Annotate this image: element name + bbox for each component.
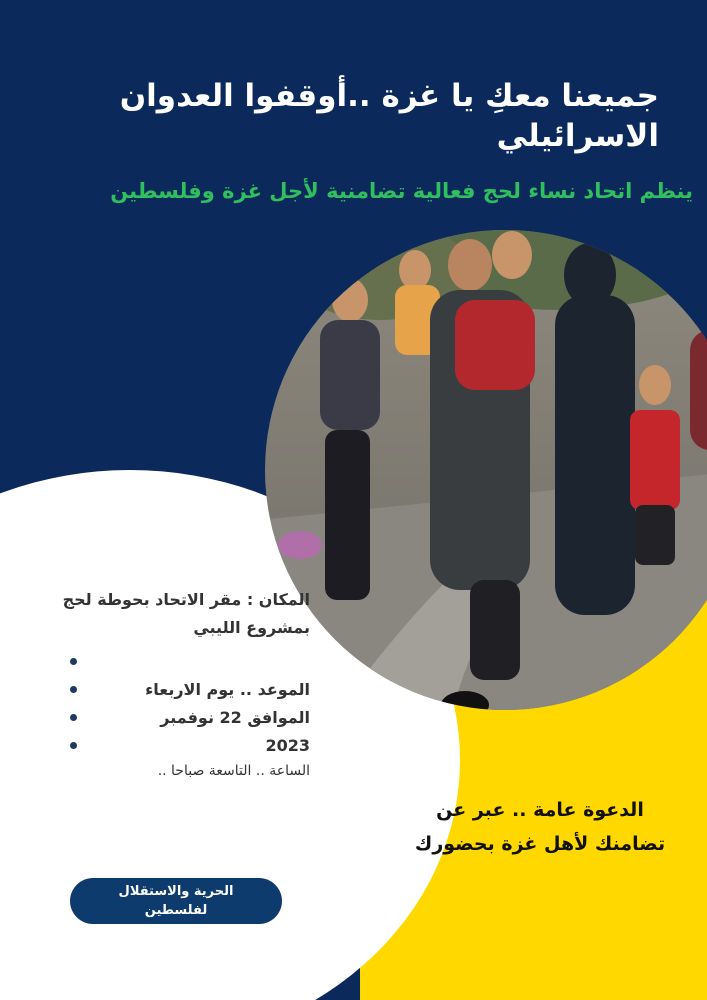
invitation-text: الدعوة عامة .. عبر عن تضامنك لأهل غزة بحضورك xyxy=(414,799,666,855)
slogan-text: الحرية والاستقلال لفلسطين xyxy=(118,884,234,918)
subheadline: ينظم اتحاد نساء لحج فعالية تضامنية لأجل غزة وفلسطين xyxy=(110,179,693,203)
date-text: الموافق 22 نوفمبر xyxy=(160,708,310,727)
headline: جميعنا معكِ يا غزة ..أوقفوا العدوان الاسرائيلي xyxy=(119,78,659,154)
details-list xyxy=(60,648,310,782)
bullet-icon xyxy=(70,686,77,693)
bullet-icon xyxy=(70,742,77,749)
year-text: 2023 xyxy=(265,736,310,755)
list-item xyxy=(60,648,310,676)
list-item xyxy=(60,676,310,704)
slogan-pill xyxy=(70,878,282,924)
bullet-icon xyxy=(70,714,77,721)
date-day-text: الموعد .. يوم الاربعاء xyxy=(145,680,310,699)
event-details xyxy=(60,586,310,782)
bullet-icon xyxy=(70,658,77,665)
time-text: الساعة .. التاسعة صباحا .. xyxy=(157,763,310,779)
time-item xyxy=(60,760,310,782)
list-item xyxy=(60,732,310,760)
location-text: المكان : مقر الاتحاد بحوطة لحج بمشروع الليبي xyxy=(62,590,310,637)
list-item xyxy=(60,704,310,732)
